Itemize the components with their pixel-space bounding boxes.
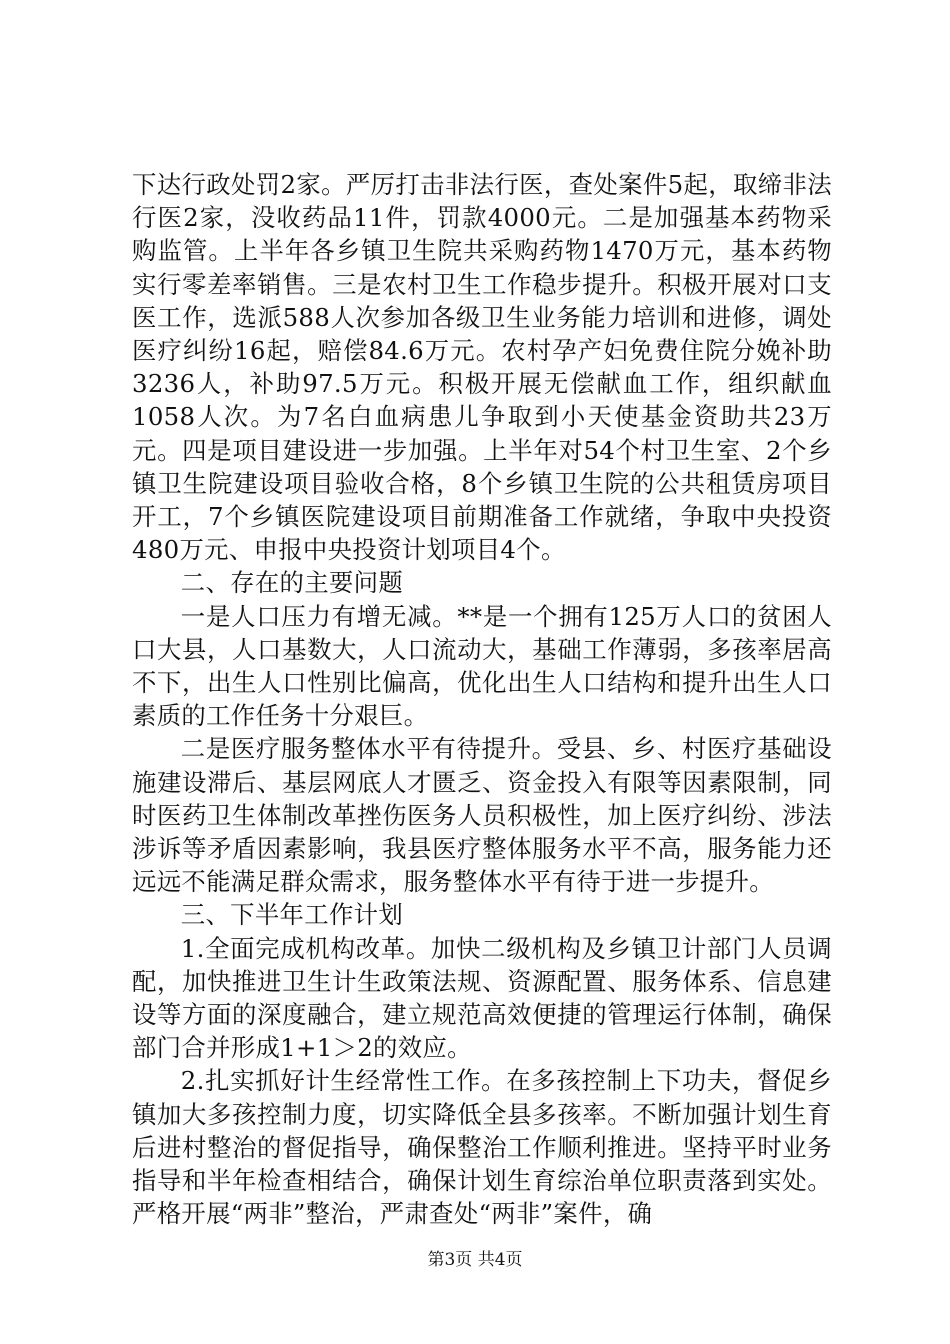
- paragraph-family-planning-work: 2.扎实抓好计生经常性工作。在多孩控制上下功夫，督促乡镇加大多孩控制力度，切实降低全县多孩率。不断加强计划生育后进村整治的督促指导，确保整治工作顺利推进。坚持平时业务指导和半年检查相结合，确保计划生育综治单位职责落到实处。严格开展“两非”整治，严肃查处“两非”案件，确: [132, 1066, 832, 1229]
- paragraph-institutional-reform: 1.全面完成机构改革。加快二级机构及乡镇卫计部门人员调配，加快推进卫生计生政策法规、资源配置、服务体系、信息建设等方面的深度融合，建立规范高效便捷的管理运行体制，确保部门合并形成1+1＞2的效应。: [132, 933, 832, 1063]
- paragraph-population-pressure: 一是人口压力有增无减。**是一个拥有125万人口的贫困人口大县，人口基数大，人口流动大，基础工作薄弱，多孩率居高不下，出生人口性别比偏高，优化出生人口结构和提升出生人口素质的工作任务十分艰巨。: [132, 601, 832, 731]
- document-body: [132, 168, 832, 1231]
- page-number-footer: 第3页 共4页: [427, 1250, 523, 1270]
- paragraph-project-summary: 下达行政处罚2家。严厉打击非法行医，查处案件5起，取缔非法行医2家，没收药品11件，罚款4000元。二是加强基本药物采购监管。上半年各乡镇卫生院共采购药物1470万元，基本药物实行零差率销售。三是农村卫生工作稳步提升。积极开展对口支医工作，选派588人次参加各级卫生业务能力培训和进修，调处医疗纠纷16起，赔偿84.6万元。农村孕产妇免费住院分娩补助3236人，补助97.5万元。积极开展无偿献血工作，组织献血1058人次。为7名白血病患儿争取到小天使基金资助共23万元。四是项目建设进一步加强。上半年对54个村卫生室、2个乡镇卫生院建设项目验收合格，8个乡镇卫生院的公共租赁房项目开工，7个乡镇医院建设项目前期准备工作就绪，争取中央投资480万元、申报中央投资计划项目4个。: [132, 170, 832, 565]
- section-heading-work-plan: 三、下半年工作计划: [180, 900, 404, 930]
- section-heading-problems: 二、存在的主要问题: [180, 568, 404, 598]
- paragraph-medical-service-level: 二是医疗服务整体水平有待提升。受县、乡、村医疗基础设施建设滞后、基层网底人才匮乏、资金投入有限等因素限制，同时医药卫生体制改革挫伤医务人员积极性，加上医疗纠纷、涉法涉诉等矛盾因素影响，我县医疗整体服务水平不高，服务能力还远远不能满足群众需求，服务整体水平有待于进一步提升。: [132, 734, 832, 897]
